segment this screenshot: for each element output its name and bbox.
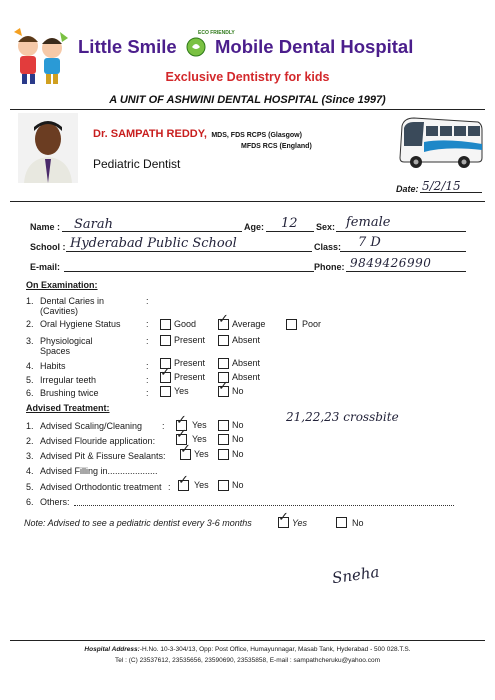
- treatment-label: Advised Filling in....................: [40, 466, 158, 476]
- option-good: Good: [174, 319, 197, 329]
- exam-colon: :: [146, 375, 149, 385]
- exam-num: 5.: [26, 375, 34, 385]
- checkbox-no[interactable]: [218, 420, 229, 431]
- school-label: School :: [30, 242, 66, 252]
- email-line: [64, 271, 314, 272]
- option-yes: Yes: [192, 420, 207, 430]
- treatment-num: 4.: [26, 466, 34, 476]
- note-no: No: [352, 518, 364, 528]
- treatment-num: 3.: [26, 451, 34, 461]
- examination-heading: On Examination:: [26, 280, 98, 290]
- doctor-quals1: MDS, FDS RCPS (Glasgow): [211, 132, 302, 139]
- signature: Sneha: [330, 562, 381, 588]
- checkmark-icon: ✓: [278, 510, 289, 525]
- checkmark-icon: ✓: [176, 413, 187, 428]
- doctor-photo: [18, 113, 78, 183]
- option-present: Present: [174, 335, 206, 345]
- option-yes: Yes: [194, 449, 209, 459]
- checkbox-yes[interactable]: [160, 386, 171, 397]
- checkbox-note-no[interactable]: [336, 517, 347, 528]
- treatment-label: Others:: [40, 497, 70, 507]
- option-yes: Yes: [194, 480, 209, 490]
- option-absent: Absent: [232, 358, 261, 368]
- others-dotted-line: [74, 505, 454, 506]
- checkbox-no[interactable]: [218, 449, 229, 460]
- crossbite-note: 21,22,23 crossbite: [286, 410, 399, 424]
- option-no: No: [232, 420, 244, 430]
- title-right: Mobile Dental Hospital: [214, 36, 414, 57]
- phone-label: Phone:: [314, 262, 345, 272]
- option-yes: Yes: [192, 434, 207, 444]
- age-line: [266, 231, 314, 232]
- treatment-label: Advised Flouride application:: [40, 436, 156, 446]
- option-absent: Absent: [232, 335, 261, 345]
- exam-label: Irregular teeth: [40, 375, 97, 385]
- class-value: 7 D: [358, 235, 381, 250]
- checkbox-present[interactable]: [160, 335, 171, 346]
- note-yes: Yes: [292, 518, 308, 528]
- exam-label: Dental Caries in (Cavities): [40, 296, 105, 316]
- exam-label: Brushing twice: [40, 388, 99, 398]
- exam-num: 1.: [26, 296, 34, 306]
- unit-line: A UNIT OF ASHWINI DENTAL HOSPITAL (Since 1997): [109, 94, 386, 106]
- hospital-title: [78, 36, 478, 60]
- class-label: Class:: [314, 242, 342, 252]
- checkbox-absent[interactable]: [218, 358, 229, 369]
- option-present: Present: [174, 358, 206, 368]
- footer-tel: Tel : (C) 23537612, 23535656, 23590690, 23535858, E-mail : sampathcheruku@yahoo.com: [115, 657, 380, 664]
- phone-line: [346, 271, 466, 272]
- name-value: Sarah: [74, 217, 113, 232]
- option-poor: Poor: [302, 319, 322, 329]
- name-label: Name :: [30, 222, 61, 232]
- checkmark-icon: ✓: [178, 473, 189, 488]
- checkbox-poor[interactable]: [286, 319, 297, 330]
- checkbox-no[interactable]: [218, 480, 229, 491]
- exam-num: 2.: [26, 319, 34, 329]
- treatment-label: Advised Pit & Fissure Sealants:: [40, 451, 166, 461]
- sex-line: [336, 231, 466, 232]
- exam-label: Habits: [40, 361, 66, 371]
- class-line: [340, 251, 466, 252]
- treatment-label: Advised Scaling/Cleaning: [40, 421, 143, 431]
- exam-colon: :: [146, 296, 149, 306]
- treatment-heading: Advised Treatment:: [26, 403, 110, 413]
- treatment-num: 1.: [26, 421, 34, 431]
- checkmark-icon: ✓: [180, 442, 191, 457]
- exam-colon: :: [146, 336, 149, 346]
- exam-num: 4.: [26, 361, 34, 371]
- exam-colon: :: [146, 319, 149, 329]
- option-no: No: [232, 449, 244, 459]
- option-yes: Yes: [174, 386, 189, 396]
- eco-friendly-logo: [182, 35, 210, 57]
- exam-num: 3.: [26, 336, 34, 346]
- exam-label: Physiological Spaces: [40, 336, 93, 356]
- footer-address: [0, 646, 495, 653]
- treatment-label: Advised Orthodontic treatment: [40, 482, 162, 492]
- sex-value: female: [346, 215, 391, 230]
- checkbox-no[interactable]: [218, 434, 229, 445]
- checkmark-icon: ✓: [160, 365, 171, 380]
- doctor-specialty: Pediatric Dentist: [93, 157, 181, 171]
- address-text: -H.No. 10-3-304/13, Opp: Post Office, Humayunnagar, Masab Tank, Hyderabad - 500 028.T.S.: [139, 646, 411, 653]
- doctor-divider: [10, 201, 485, 202]
- age-value: 12: [281, 216, 298, 231]
- header-divider: [10, 109, 485, 110]
- school-value: Hyderabad Public School: [70, 236, 237, 251]
- email-label: E-mail:: [30, 262, 61, 272]
- checkmark-icon: ✓: [218, 312, 229, 327]
- exam-num: 6.: [26, 388, 34, 398]
- treatment-num: 6.: [26, 497, 34, 507]
- age-label: Age:: [244, 222, 264, 232]
- doctor-quals2: MFDS RCS (England): [241, 143, 312, 150]
- option-average: Average: [232, 319, 266, 329]
- option-no: No: [232, 480, 244, 490]
- date-label: Date:: [396, 184, 419, 194]
- exam-label: Oral Hygiene Status: [40, 319, 121, 329]
- checkbox-good[interactable]: [160, 319, 171, 330]
- address-label: Hospital Address:: [84, 646, 140, 653]
- title-left: Little Smile: [78, 36, 177, 57]
- treatment-colon: :: [162, 421, 165, 431]
- option-no: No: [232, 434, 244, 444]
- treatment-colon: :: [168, 482, 171, 492]
- phone-value: 9849426990: [350, 256, 432, 270]
- exam-colon: :: [146, 361, 149, 371]
- note-text: Note: Advised to see a pediatric dentist every 3-6 months: [24, 518, 252, 528]
- sex-label: Sex:: [316, 222, 336, 232]
- checkmark-icon: ✓: [218, 379, 229, 394]
- checkbox-absent[interactable]: [218, 335, 229, 346]
- footer-divider: [10, 640, 485, 641]
- eco-friendly-text: ECO FRIENDLY: [198, 30, 235, 36]
- subtitle: Exclusive Dentistry for kids: [165, 70, 330, 84]
- school-line: [66, 251, 312, 252]
- treatment-num: 2.: [26, 436, 34, 446]
- mobile-bus-image: [396, 112, 484, 174]
- date-value: 5/2/15: [422, 179, 461, 193]
- option-absent: Absent: [232, 372, 261, 382]
- treatment-num: 5.: [26, 482, 34, 492]
- doctor-name: Dr. SAMPATH REDDY,: [93, 128, 207, 140]
- checkmark-icon: ✓: [176, 427, 187, 442]
- doctor-name-line: [93, 124, 302, 142]
- option-no: No: [232, 386, 244, 396]
- option-present: Present: [174, 372, 206, 382]
- exam-colon: :: [146, 388, 149, 398]
